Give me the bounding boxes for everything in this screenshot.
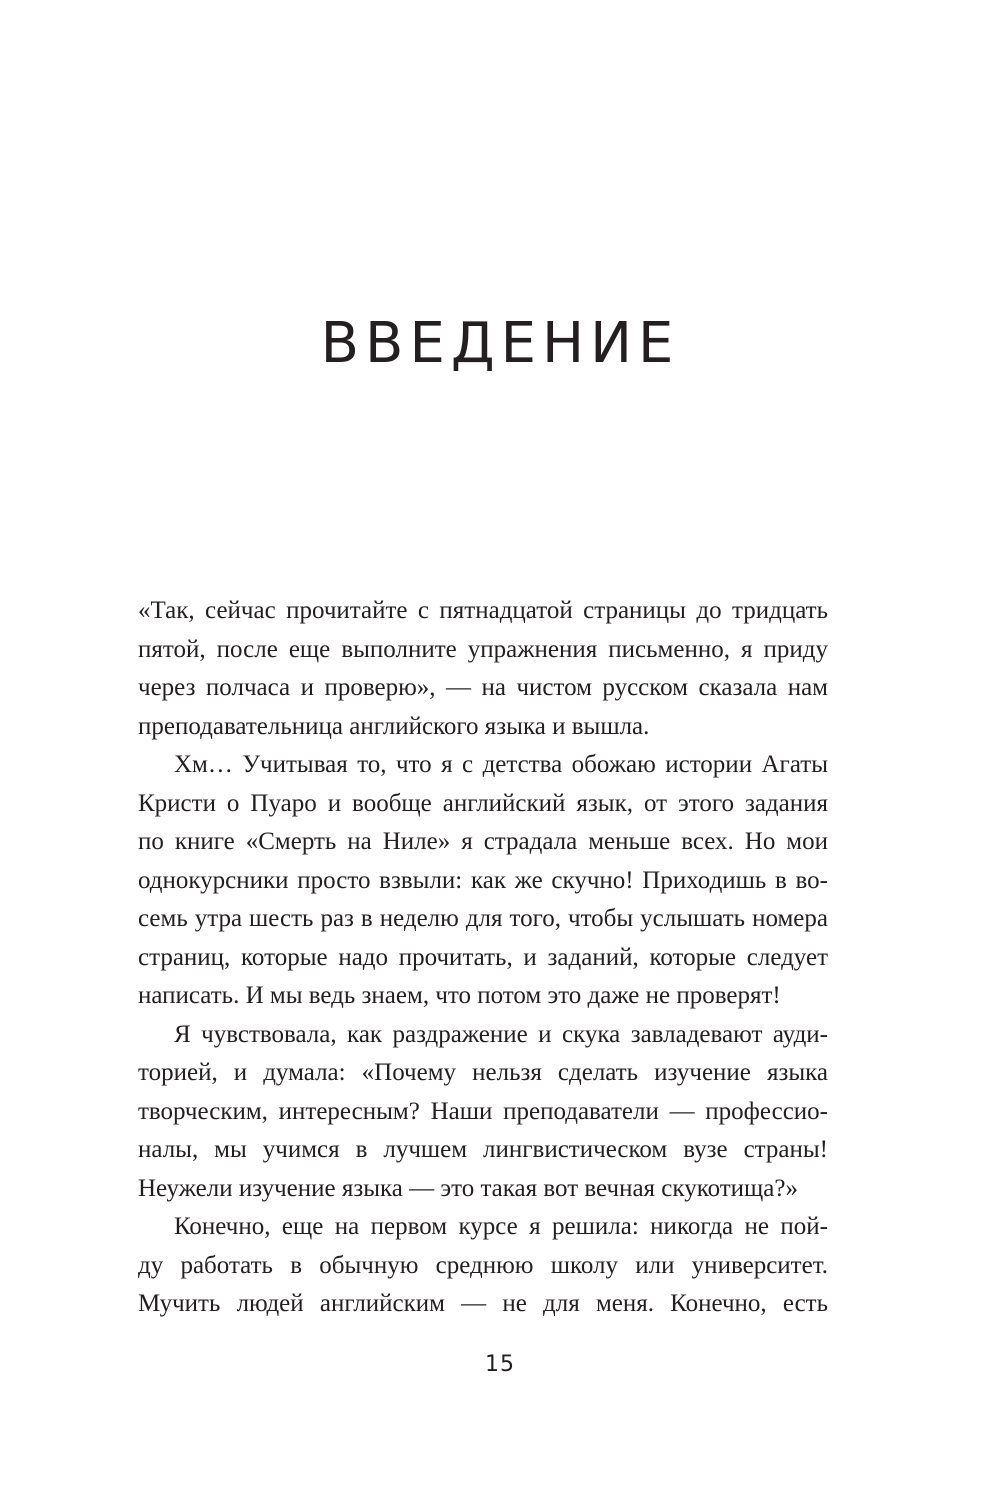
- text-line: Конечно, еще на первом курсе я решила: никогда не пой-: [174, 1213, 828, 1240]
- text-line: по книге «Смерть на Ниле» я страдала меньше всех. Но мои: [138, 828, 828, 855]
- text-line: страниц, которые надо прочитать, и заданий, которые следует: [138, 943, 828, 971]
- text-line: однокурсники просто взвыли: как же скучно! Приходишь в во-: [138, 866, 828, 894]
- text-line: Мучить людей английским — не для меня. Конечно, есть: [138, 1290, 828, 1317]
- chapter-title: ВВЕДЕНИЕ: [320, 311, 680, 376]
- page-number: 15: [485, 1352, 515, 1377]
- text-line: налы, мы учимся в лучшем лингвистическом вузе страны!: [138, 1136, 828, 1163]
- text-line: написать. И мы ведь знаем, что потом это даже не проверят!: [138, 982, 781, 1009]
- text-line: творческим, интересным? Наши преподаватели — профессио-: [138, 1097, 828, 1125]
- text-line: ду работать в обычную среднюю школу или университет.: [138, 1251, 828, 1279]
- text-line: торией, и думала: «Почему нельзя сделать изучение языка: [138, 1059, 828, 1086]
- paragraph: [138, 1016, 828, 1209]
- text-line: семь утра шесть раз в неделю для того, чтобы услышать номера: [138, 905, 828, 932]
- text-line: «Так, сейчас прочитайте с пятнадцатой страницы до тридцать: [138, 597, 828, 624]
- paragraph: [138, 746, 828, 1016]
- text-line: Хм… Учитывая то, что я с детства обожаю истории Агаты: [174, 751, 828, 778]
- text-line: Я чувствовала, как раздражение и скука завладевают ауди-: [174, 1020, 828, 1048]
- text-line: преподавательница английского языка и вышла.: [138, 712, 650, 740]
- text-line: Кристи о Пуаро и вообще английский язык, от этого задания: [138, 789, 828, 817]
- paragraph: [138, 592, 828, 746]
- text-line: пятой, после еще выполните упражнения письменно, я приду: [138, 635, 828, 663]
- text-line: Неужели изучение языка — это такая вот вечная скукотища?»: [138, 1174, 798, 1202]
- text-line: через полчаса и проверю», — на чистом русском сказала нам: [138, 674, 828, 701]
- paragraph: [138, 1208, 828, 1324]
- body-text: [138, 592, 828, 1324]
